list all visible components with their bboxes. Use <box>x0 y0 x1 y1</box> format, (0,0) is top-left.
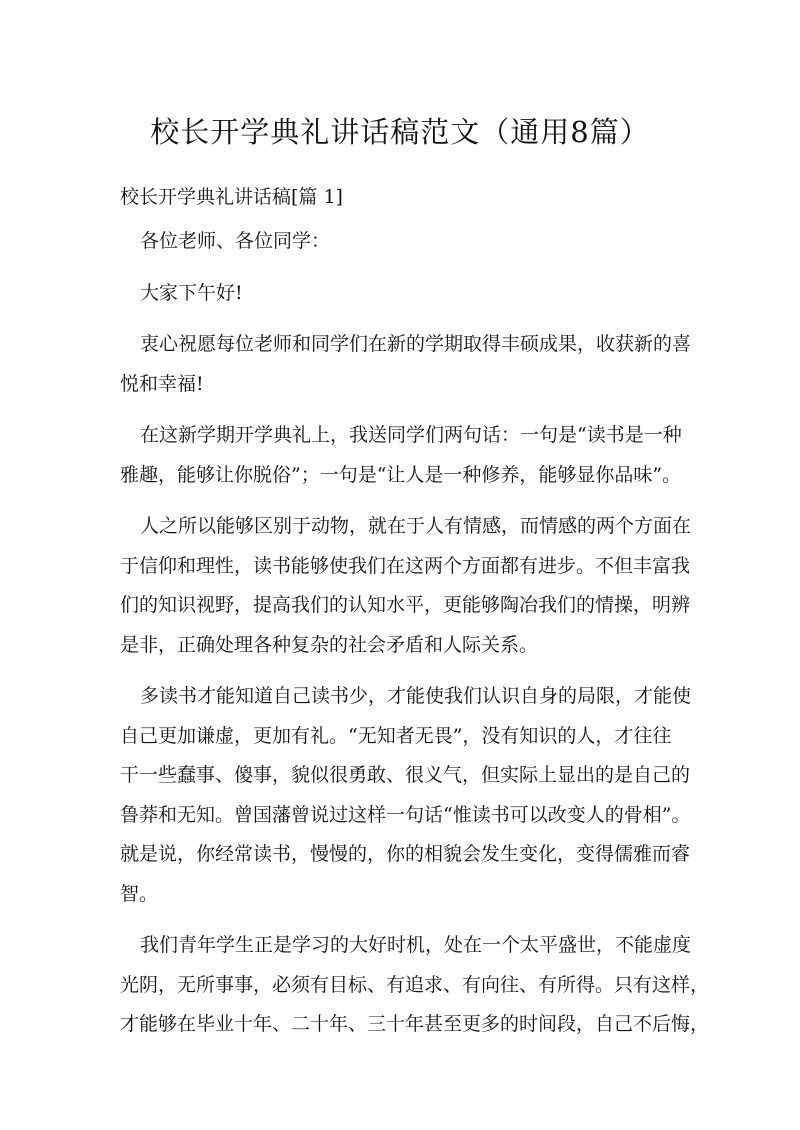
paragraph-reading-benefits <box>120 507 700 665</box>
text-line: 就是说，你经常读书，慢慢的，你的相貌会发生变化，变得儒雅而睿 <box>120 843 691 865</box>
text-line: 雅趣，能够让你脱俗”；一句是“让人是一种修养，能够显你品味”。 <box>120 463 682 486</box>
text-line: 是非，正确处理各种复杂的社会矛盾和人际关系。 <box>120 633 539 656</box>
text-line: 才能够在毕业十年、二十年、三十年甚至更多的时间段，自己不后悔， <box>120 1013 710 1035</box>
text-line: 光阴，无所事事，必须有目标、有追求、有向往、有所得。只有这样， <box>120 973 710 996</box>
text-line: 鲁莽和无知。曾国藩曾说过这样一句话“惟读书可以改变人的骨相”。 <box>120 803 691 826</box>
paragraph-wishes <box>120 325 700 404</box>
text-line: 干一些蠢事、傻事，貌似很勇敢、很义气，但实际上显出的是自己的 <box>120 764 691 786</box>
paragraph-humility <box>120 677 700 914</box>
text-line: 我们青年学生正是学习的大好时机，处在一个太平盛世，不能虚度 <box>140 934 692 956</box>
paragraph-greeting <box>120 222 700 262</box>
text-line: 悦和幸福! <box>120 372 204 395</box>
document-title: 校长开学典礼讲话稿范文（通用8篇） <box>150 115 650 149</box>
document-body <box>120 222 710 1057</box>
text-line: 大家下午好! <box>140 281 243 304</box>
text-line: 人之所以能够区别于动物，就在于人有情感，而情感的两个方面在 <box>140 515 692 537</box>
paragraph-salutation <box>120 274 700 314</box>
text-line: 多读书才能知道自己读书少，才能使我们认识自身的局限，才能使 <box>140 685 692 707</box>
text-line: 于信仰和理性，读书能够使我们在这两个方面都有进步。不但丰富我 <box>120 554 691 577</box>
paragraph-two-sayings <box>120 416 700 495</box>
text-line: 们的知识视野，提高我们的认知水平，更能够陶冶我们的情操，明辨 <box>120 594 691 616</box>
text-line: 衷心祝愿每位老师和同学们在新的学期取得丰硕成果，收获新的喜 <box>140 333 692 355</box>
text-line: 智。 <box>120 882 159 905</box>
paragraph-youth <box>120 926 710 1045</box>
text-line: 自己更加谦虚，更加有礼。“无知者无畏”，没有知识的人，才往往 <box>120 724 672 747</box>
section-heading: 校长开学典礼讲话稿[篇 1] <box>120 186 343 208</box>
text-line: 在这新学期开学典礼上，我送同学们两句话：一句是“读书是一种 <box>140 424 682 446</box>
text-line: 各位老师、各位同学： <box>140 230 331 252</box>
